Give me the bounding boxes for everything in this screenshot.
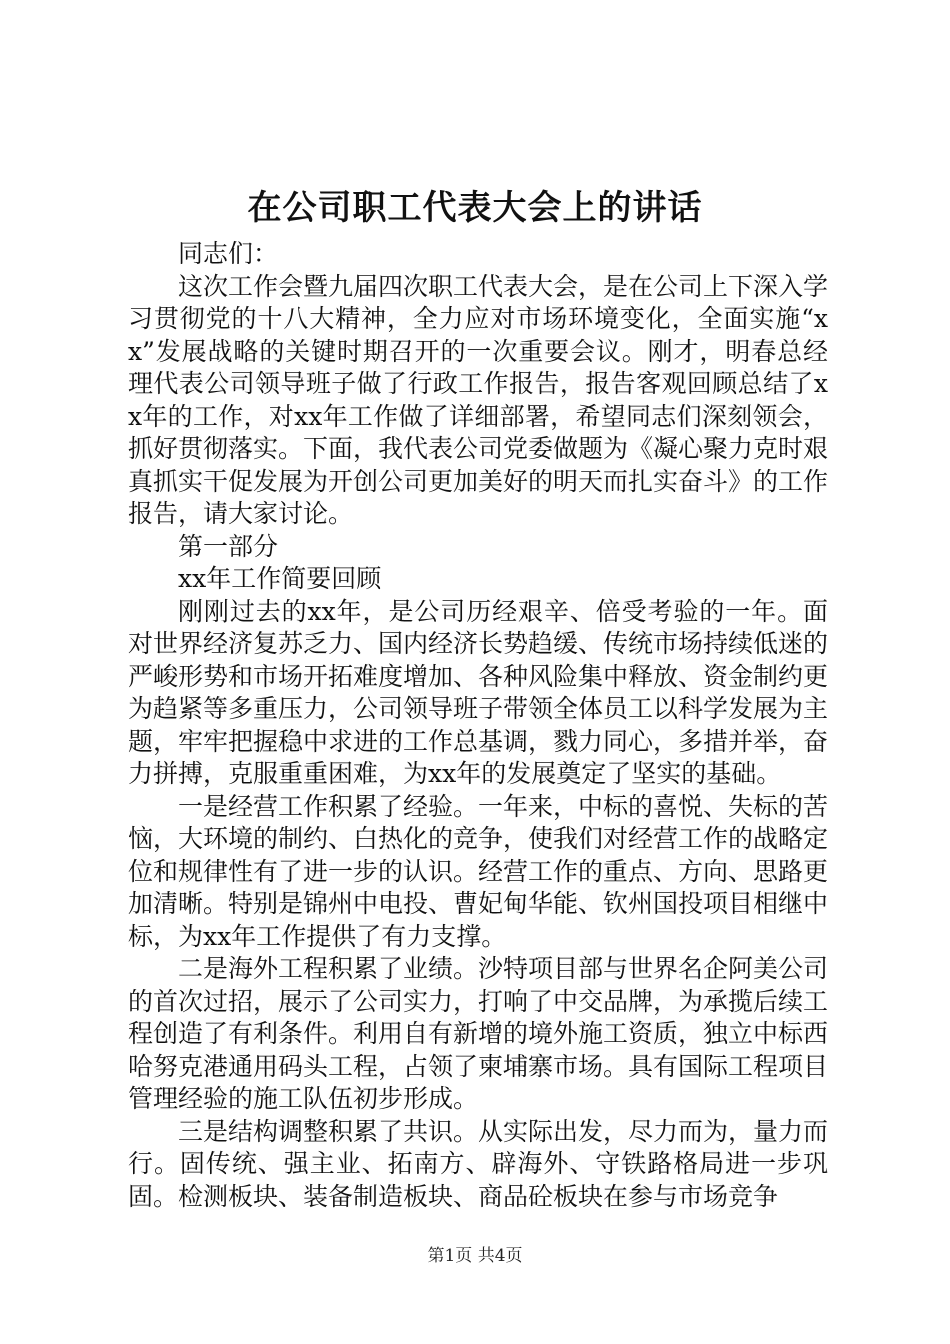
paragraph-salutation: 同志们： <box>178 239 279 268</box>
page-footer: 第1页 共4页 <box>427 1246 523 1266</box>
paragraph-point-two: 二是海外工程积累了业绩。沙特项目部与世界名企阿美公司的首次过招，展示了公司实力，打响了中交品牌，为承揽后续工程创造了有利条件。利用自有新增的境外施工资质，独立中标西哈努克港通用码头工程，占领了柬埔寨市场。具有国际工程项目管理经验的施工队伍初步形成。 <box>128 954 829 1113</box>
paragraph-review: 刚刚过去的xx年，是公司历经艰辛、倍受考验的一年。面对世界经济复苏乏力、国内经济长势趋缓、传统市场持续低迷的严峻形势和市场开拓难度增加、各种风险集中释放、资金制约更为趋紧等多重压力，公司领导班子带领全体员工以科学发展为主题，牢牢把握稳中求进的工作总基调，戮力同心，多措并举，奋力拼搏，克服重重困难，为xx年的发展奠定了坚实的基础。 <box>128 596 829 788</box>
section-heading: 第一部分 <box>178 531 279 561</box>
paragraph-intro: 这次工作会暨九届四次职工代表大会，是在公司上下深入学习贯彻党的十八大精神，全力应对市场环境变化，全面实施“xx”发展战略的关键时期召开的一次重要会议。刚才，明春总经理代表公司领导班子做了行政工作报告，报告客观回顾总结了xx年的工作，对xx年工作做了详细部署，希望同志们深刻领会，抓好贯彻落实。下面，我代表公司党委做题为《凝心聚力克时艰真抓实干促发展为开创公司更加美好的明天而扎实奋斗》的工作报告，请大家讨论。 <box>128 271 829 528</box>
section-subheading: xx年工作简要回顾 <box>178 564 382 593</box>
document-title: 在公司职工代表大会上的讲话 <box>247 188 703 228</box>
document-body <box>128 238 828 1213</box>
paragraph-point-three: 三是结构调整积累了共识。从实际出发，尽力而为，量力而行。固传统、强主业、拓南方、辟海外、守铁路格局进一步巩固。检测板块、装备制造板块、商品砼板块在参与市场竞争 <box>128 1116 829 1211</box>
paragraph-point-one: 一是经营工作积累了经验。一年来，中标的喜悦、失标的苦恼，大环境的制约、白热化的竞争，使我们对经营工作的战略定位和规律性有了进一步的认识。经营工作的重点、方向、思路更加清晰。特别是锦州中电投、曹妃甸华能、钦州国投项目相继中标，为xx年工作提供了有力支撑。 <box>128 791 829 951</box>
